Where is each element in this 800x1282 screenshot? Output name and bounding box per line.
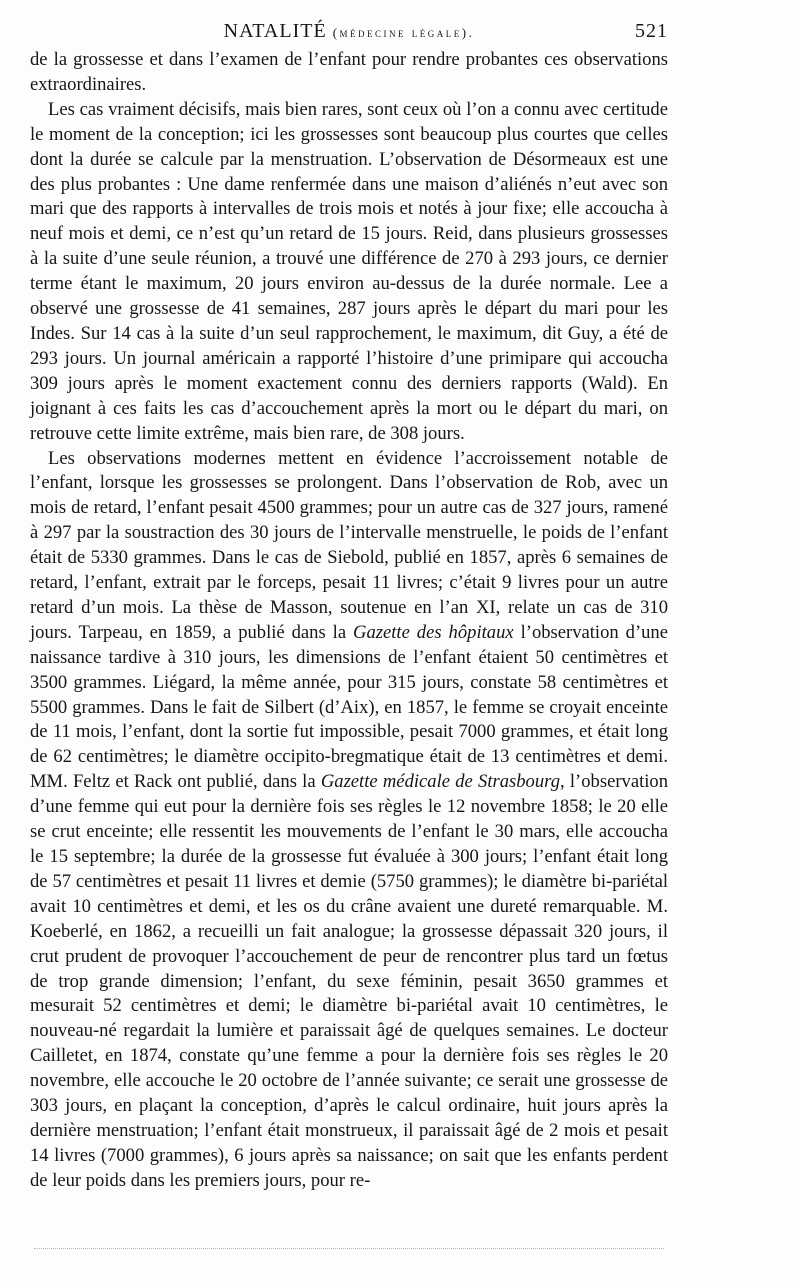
paragraph	[30, 98, 668, 447]
paragraph	[30, 447, 668, 1194]
running-title-main: NATALITÉ	[223, 20, 327, 42]
page-number: 521	[635, 20, 668, 42]
body-text	[30, 48, 668, 1194]
running-title-subtitle: (médecine légale).	[332, 25, 475, 40]
running-title	[30, 16, 668, 48]
paragraph	[30, 48, 668, 98]
running-header	[30, 16, 668, 46]
paragraph-text: Les observations modernes mettent en évidence l’accroissement notable de l’enfant, lorsque les grossesses se prolongent. Dans l’observation de Rob, avec un mois de retard, l’enfant pesait 4500 grammes; pour un autre cas de 327 jours, ramené à 297 par la soustraction des 30 jours de l’intervalle menstruelle, le poids de l’enfant était de 5330 grammes. Dans le cas de Siebold, publié en 1857, après 6 semaines de retard, l’enfant, extrait par le forceps, pesait 11 livres; c’était 9 livres pour un autre retard d’un mois. La thèse de Masson, soutenue en l’an XI, relate un cas de 310 jours. Tarpeau, en 1859, a publié dans la	[30, 447, 668, 643]
paragraph-text: l’observation d’une naissance tardive à 310 jours, les dimensions de l’enfant étaient 50 centimètres et 3500 grammes. Liégard, la même année, pour 315 jours, constate 58 centimètres et 5500 grammes. Dans le fait de Silbert (d’Aix), en 1857, le femme se croyait enceinte de 11 mois, l’enfant, dont la sortie fut impossible, pesait 7000 grammes, et était long de 62 centimètres; le diamètre occipito-bregmatique était de 13 centimètres et demi. MM. Feltz et Rack ont publié, dans la	[30, 621, 668, 793]
journal-title: Gazette des hôpitaux	[353, 621, 514, 643]
journal-title: Gazette médicale de Strasbourg	[320, 771, 560, 793]
paragraph-text: de la grossesse et dans l’examen de l’enfant pour rendre probantes ces observations extraordinaires.	[30, 49, 668, 95]
paragraph-text: , l’observation d’une femme qui eut pour la dernière fois ses règles le 12 novembre 1858; le 20 elle se crut enceinte; elle ressentit les mouvements de l’enfant le 30 mars, elle accoucha le 15 septembre; la durée de la grossesse fut évaluée à 300 jours; l’enfant était long de 57 centimètres et pesait 11 livres et demie (5750 grammes); le diamètre bi-pariétal avait 10 centimètres et demi, et les os du crâne avaient une dureté remarquable. M. Koeberlé, en 1862, a recueilli un fait analogue; la grossesse dépassait 320 jours, il crut prudent de provoquer l’accouchement de peur de rencontrer plus tard un fœtus de trop grande dimension; l’enfant, du sexe féminin, pesait 3650 grammes et mesurait 52 centimètres et demi; le diamètre bi-pariétal avait 10 centimètres, le nouveau-né regardait la lumière et paraissait âgé de quelques semaines. Le docteur Cailletet, en 1874, constate qu’une femme a pour la dernière fois ses règles le 20 novembre, elle accouche le 20 octobre de l’année suivante; ce serait une grossesse de 303 jours, en plaçant la conception, d’après le calcul ordinaire, huit jours après la dernière menstruation; l’enfant était monstrueux, il paraissait âgé de 2 mois et pesait 14 livres (7000 grammes), 6 jours après sa naissance; on sait que les enfants perdent de leur poids dans les premiers jours, pour re-	[30, 771, 668, 1191]
paragraph-text: Les cas vraiment décisifs, mais bien rares, sont ceux où l’on a connu avec certitude le moment de la conception; ici les grossesses sont beaucoup plus courtes que celles dont la durée se calcule par la menstruation. L’observation de Désormeaux est une des plus probantes : Une dame renfermée dans une maison d’aliénés n’eut avec son mari que des rapports à intervalles de trois mois et notés à jour fixe; elle accoucha à neuf mois et demi, ce n’est qu’un retard de 15 jours. Reid, dans plusieurs grossesses à la suite d’une seule réunion, a trouvé une différence de 270 à 293 jours, ce dernier terme étant le maximum, 20 jours environ au-dessus de la durée normale. Lee a observé une grossesse de 41 semaines, 287 jours après le départ du mari pour les Indes. Sur 14 cas à la suite d’un seul rapprochement, le maximum, dit Guy, a été de 293 jours. Un journal américain a rapporté l’histoire d’une primipare qui accoucha 309 jours après le moment exactement connu des derniers rapports (Wald). En joignant à ces faits les cas d’accouchement après la mort ou le départ du mari, on retrouve cette limite extrême, mais bien rare, de 308 jours.	[30, 98, 668, 444]
bottom-dotted-rule	[34, 1248, 664, 1249]
